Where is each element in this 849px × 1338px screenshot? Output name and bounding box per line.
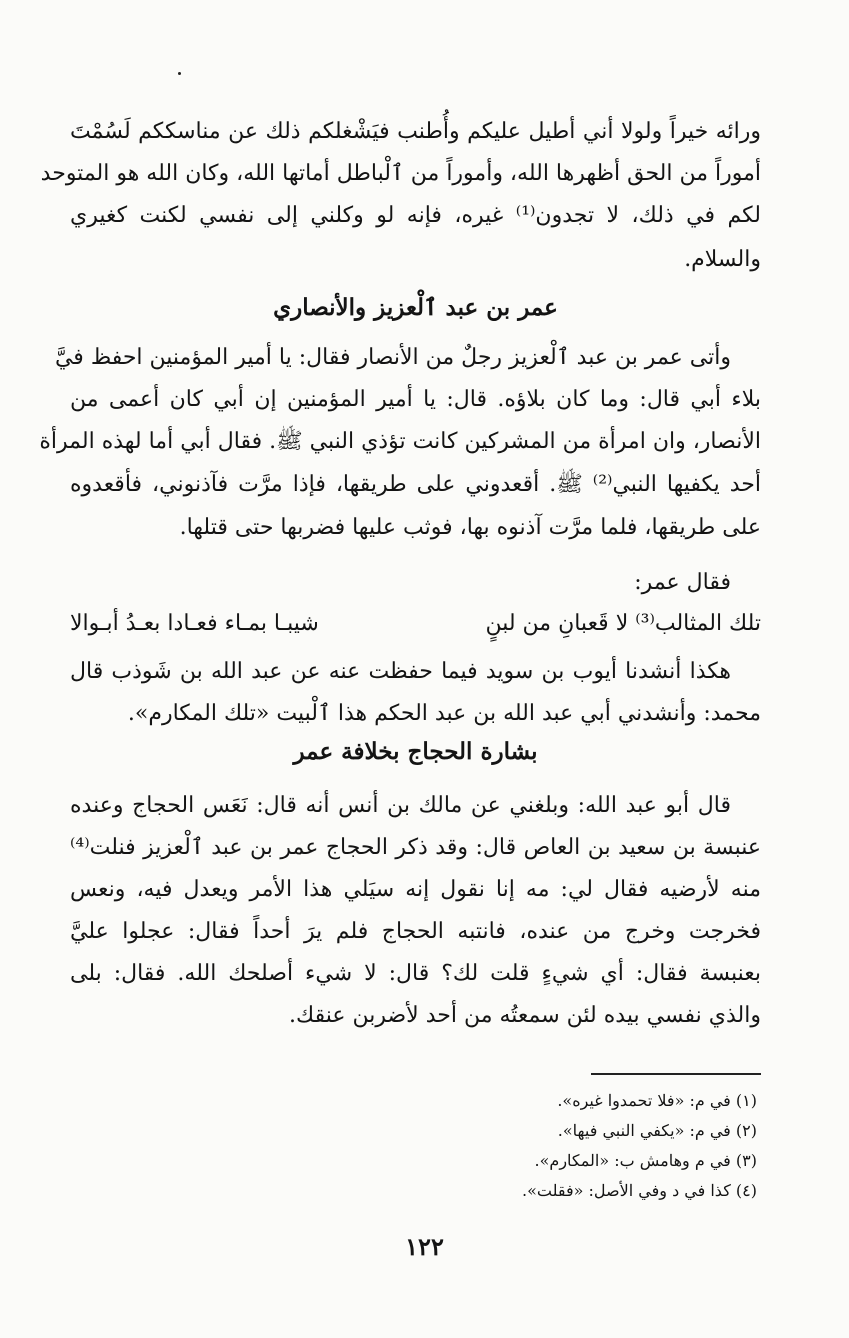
text-line: ورائه خيراً ولولا أني أطيل عليكم وأُطنب فيَشْغلكم ذلك عن مناسككم لَسُمْتَ <box>70 119 761 144</box>
verse-intro: فقال عمر: <box>634 570 731 595</box>
text-line: أموراً من الحق أظهرها الله، وأموراً من ٱلْباطل أماتها الله، وكان الله هو المتوحد <box>40 161 761 186</box>
text-line: بلاء أبي قال: وما كان بلاؤه. قال: يا أمير المؤمنين إن أبي كان أعمى من <box>70 387 761 412</box>
footnote: (٤) كذا في د وفي الأصل: «فقلت». <box>522 1181 757 1200</box>
text-line: لكم في ذلك، لا تجدون⁽¹⁾ غيره، فإنه لو وكلني إلى نفسي لكنت كغيري <box>70 203 761 228</box>
ink-dot <box>178 72 181 75</box>
text-line: قال أبو عبد الله: وبلغني عن مالك بن أنس أنه قال: نَعَس الحجاج وعنده <box>70 793 731 818</box>
text-line: والذي نفسي بيده لئن سمعتُه من أحد لأضربن عنقك. <box>289 1003 761 1028</box>
text-line: الأنصار، وان امرأة من المشركين كانت تؤذي النبي ﷺ. فقال أبي أما لهذه المرأة <box>39 429 761 454</box>
text-line: فخرجت وخرج من عنده، فانتبه الحجاج فلم يرَ أحداً فقال: عجلوا عليَّ <box>70 919 761 944</box>
text-line: عنبسة بن سعيد بن العاص قال: وقد ذكر الحجاج عمر بن عبد ٱلْعزيز فنلت⁽⁴⁾ <box>70 835 761 860</box>
text-line: والسلام. <box>684 247 761 272</box>
text-line: بعنبسة فقال: أي شيءٍ قلت لك؟ قال: لا شيء أصلحك الله. فقال: بلى <box>70 961 761 986</box>
footnote: (٢) في م: «يكفي النبي فيها». <box>557 1121 757 1140</box>
text-line: هكذا أنشدنا أيوب بن سويد فيما حفظت عنه عن عبد الله بن شَوذب قال <box>70 659 731 684</box>
footnote: (٣) في م وهامش ب: «المكارم». <box>534 1151 757 1170</box>
text-line: وأتى عمر بن عبد ٱلْعزيز رجلٌ من الأنصار فقال: يا أمير المؤمنين احفظ فيَّ <box>54 345 731 370</box>
page-number: ١٢٢ <box>405 1232 444 1261</box>
text-line: منه لأرضيه فقال لي: مه إنا نقول إنه سيَلي هذا الأمر ويعدل فيه، ونعس <box>70 877 761 902</box>
text-line: محمد: وأنشدني أبي عبد الله بن عبد الحكم هذا ٱلْبيت «تلك المكارم». <box>127 701 761 726</box>
footnote-divider <box>591 1073 761 1075</box>
verse-first-hemistich: تلك المثالب⁽³⁾ لا قَعبانِ من لبنٍ <box>485 611 761 636</box>
verse-second-hemistich: شيبـا بمـاء فعـادا بعـدُ أبـوالا <box>70 611 319 636</box>
poetry-verse <box>70 604 761 644</box>
text-line: أحد يكفيها النبي⁽²⁾ ﷺ. أقعدوني على طريقها، فإذا مرَّت فآذنوني، فأقعدوه <box>70 472 761 497</box>
section-heading: عمر بن عبد ٱلْعزيز والأنصاري <box>273 294 558 321</box>
text-line: على طريقها، فلما مرَّت آذنوه بها، فوثب عليها فضربها حتى قتلها. <box>179 515 761 540</box>
section-heading: بشارة الحجاج بخلافة عمر <box>293 738 538 765</box>
footnote: (١) في م: «فلا تحمدوا غيره». <box>557 1091 757 1110</box>
